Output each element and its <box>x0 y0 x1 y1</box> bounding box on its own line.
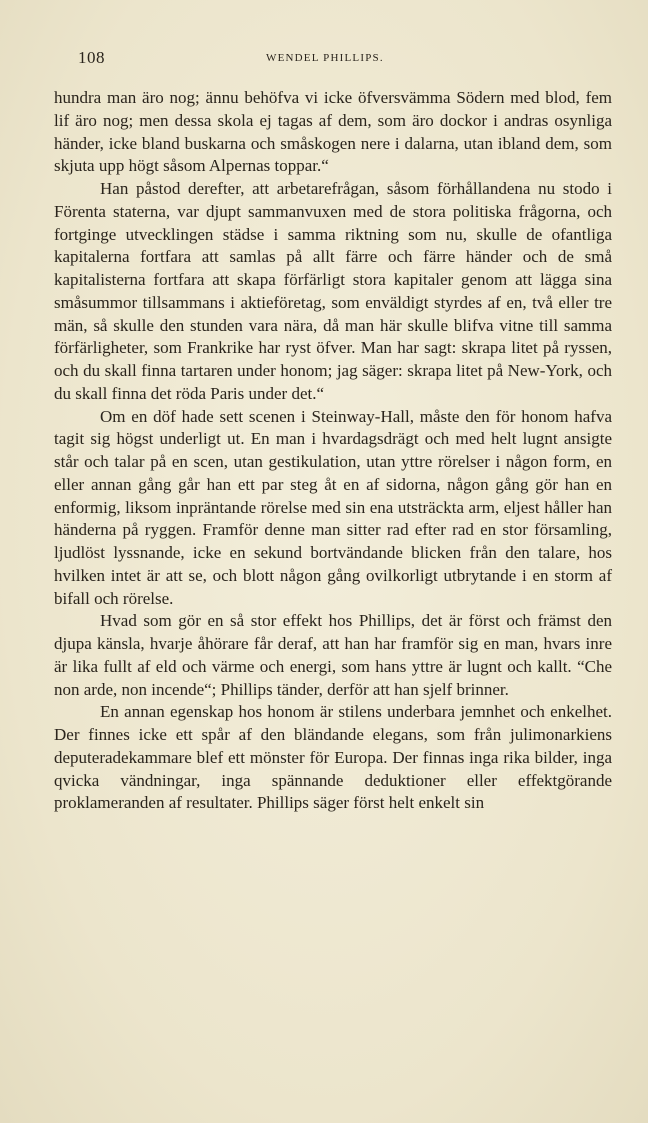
body-text <box>54 87 612 815</box>
paragraph: Om en döf hade sett scenen i Steinway-Hall, måste den för honom hafva tagit sig högst underligt ut. En man i hvardagsdrägt och med helt lugnt ansigte står och talar på en scen, utan gestikulation, utan yttre rörelser i någon form, en eller annan gång går han ett par steg åt en af sidorna, någon gång gör han en enformig, liksom inpräntande rörelse med sin ena utsträckta arm, eljest håller han händerna på ryggen. Framför denne man sitter rad efter rad en stor församling, ljudlöst lyssnande, icke en sekund bortvändande blicken från den talare, hos hvilken intet är att se, och blott någon gång ovilkorligt utbrytande i en storm af bifall och rörelse. <box>54 406 612 608</box>
paragraph: hundra man äro nog; ännu behöfva vi icke öfversvämma Södern med blod, fem lif äro nog; men dessa skola ej tagas af dem, som äro dockor i andras osynliga händer, icke bland buskarna och småskogen nere i dalarna, utan ibland dem, som skjuta upp högt såsom Alpernas toppar.“ <box>54 88 612 176</box>
paragraph: En annan egenskap hos honom är stilens underbara jemnhet och enkelhet. Der finnes icke ett spår af den bländande elegans, som från julimonarkiens deputeradekammare blef ett mönster för Europa. Der finnas inga rika bilder, inga qvicka vändningar, inga spännande deduktioner eller effektgörande proklameranden af resultater. Phillips säger först helt enkelt sin <box>54 702 612 813</box>
page-header <box>78 48 623 72</box>
paragraph: Han påstod derefter, att arbetarefrågan, såsom förhållandena nu stodo i Förenta staterna, var djupt sammanvuxen med de stora politiska frågorna, och fortginge utvecklingen städse i samma riktning som nu, skulle de ofantliga kapitalerna fortfara att samlas på allt färre och färre händer och de små kapitalisterna fortfara att skapa förfärligt stora kapitaler genom att lägga sina småsummor tillsammans i aktieföretag, som enväldigt styrdes af en, två eller tre män, så skulle den stunden vara nära, då man här skulle blifva vitne till samma förfärligheter, som Frankrike har ryst öfver. Man har sagt: skrapa litet på ryssen, och du skall finna tartaren under honom; jag säger: skrapa litet på New-York, och du skall finna det röda Paris under det.“ <box>54 179 612 403</box>
paragraph: Hvad som gör en så stor effekt hos Phillips, det är först och främst den djupa känsla, hvarje åhörare får deraf, att han har framför sig en man, hvars inre är lika fullt af eld och värme och energi, som hans yttre är lugnt och kallt. “Che non arde, non incende“; Phillips tänder, derför att han sjelf brinner. <box>54 611 612 699</box>
page-number: 108 <box>78 48 105 67</box>
running-head: WENDEL PHILLIPS. <box>266 52 384 64</box>
